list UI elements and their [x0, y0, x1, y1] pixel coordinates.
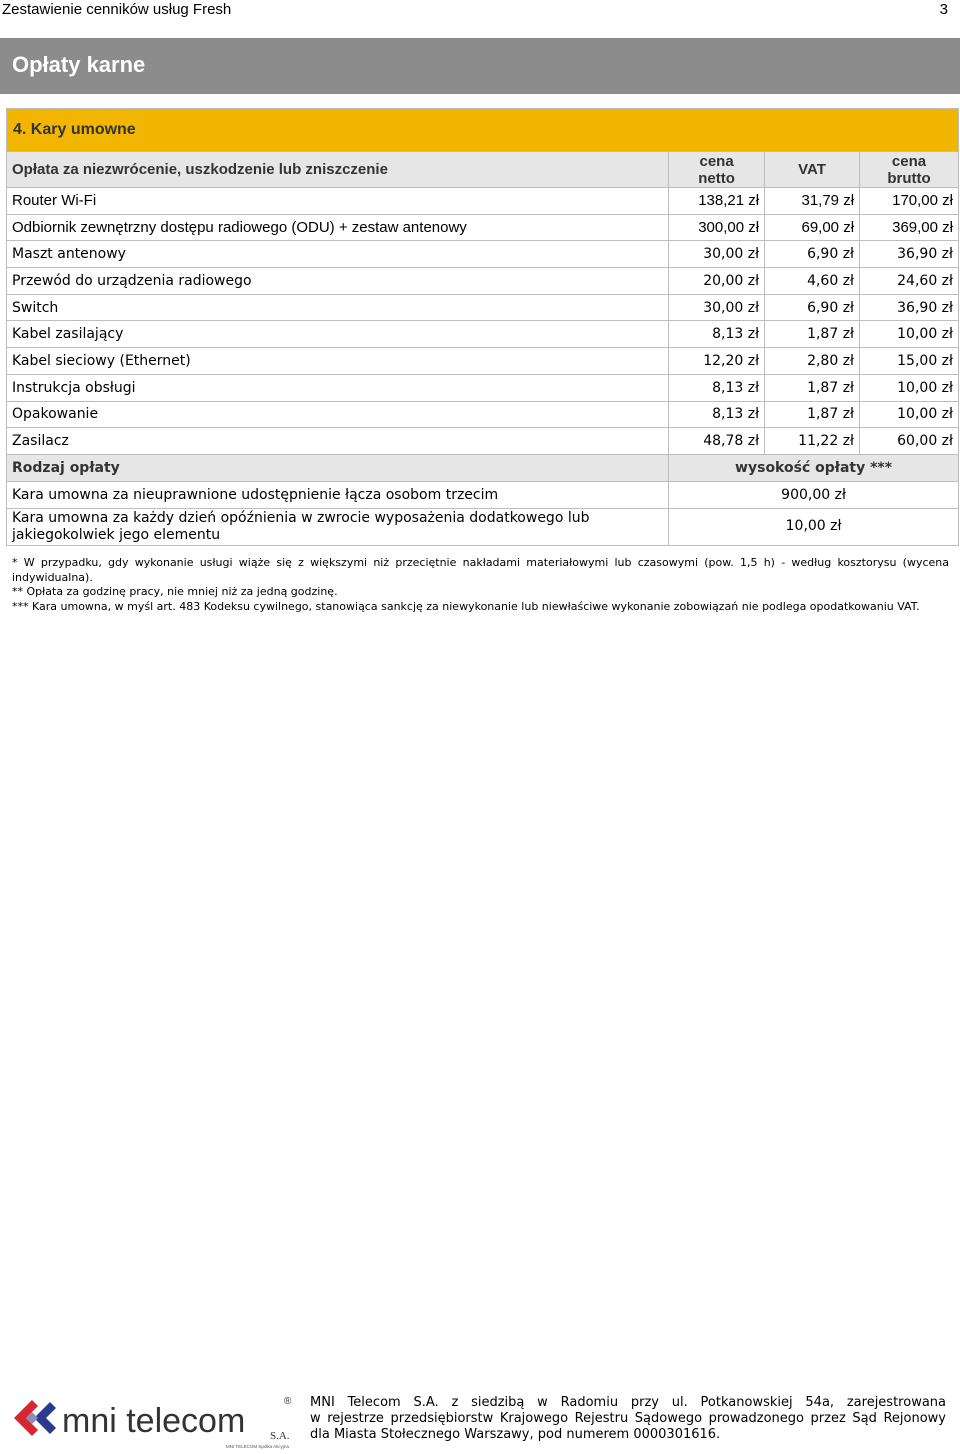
- fee-name: Kara umowna za nieuprawnione udostępnienie łącza osobom trzecim: [7, 481, 669, 508]
- item-vat: 6,90 zł: [765, 241, 860, 268]
- category-row: [7, 109, 959, 152]
- footnote: ** Opłata za godzinę pracy, nie mniej niż za jedną godzinę.: [12, 585, 338, 598]
- net-price-header: [669, 152, 765, 188]
- fee-amount-header: wysokość opłaty ***: [669, 454, 959, 481]
- item-name: Opakowanie: [7, 401, 669, 428]
- item-net: 48,78 zł: [669, 428, 765, 455]
- page-number: 3: [939, 1, 948, 18]
- item-vat: 1,87 zł: [765, 374, 860, 401]
- item-name: Kabel zasilający: [7, 321, 669, 348]
- logo-tagline: MNI TELECOM Spółka Akcyjna: [226, 1444, 289, 1449]
- table-row: [7, 214, 959, 241]
- table-header-row: [7, 152, 959, 188]
- company-footer: [310, 1395, 946, 1442]
- footer-line: MNI Telecom S.A. z siedzibą w Radomiu przy ul. Potkanowskiej 54a, zarejestrowana: [310, 1395, 946, 1410]
- fee-amount: 900,00 zł: [669, 481, 959, 508]
- table-row: [7, 401, 959, 428]
- footer-line: w rejestrze przedsiębiorstw Krajowego Rejestru Sądowego prowadzonego przez Sąd Rejonowy: [310, 1410, 946, 1426]
- item-name: Instrukcja obsługi: [7, 374, 669, 401]
- item-vat: 31,79 zł: [765, 188, 860, 215]
- item-gross: 15,00 zł: [860, 348, 959, 375]
- logo-mark-icon: [14, 1400, 56, 1436]
- item-net: 300,00 zł: [669, 214, 765, 241]
- fees-header-row: [7, 454, 959, 481]
- page-header: [0, 0, 960, 24]
- mni-telecom-logo: [12, 1392, 292, 1450]
- footnotes: [12, 556, 949, 614]
- item-vat: 11,22 zł: [765, 428, 860, 455]
- fee-type-header: Rodzaj opłaty: [7, 454, 669, 481]
- item-net: 20,00 zł: [669, 268, 765, 295]
- table-row: [7, 294, 959, 321]
- gross-price-header: [860, 152, 959, 188]
- item-net: 30,00 zł: [669, 294, 765, 321]
- section-banner: [0, 38, 960, 94]
- footnote: *** Kara umowna, w myśl art. 483 Kodeksu cywilnego, stanowiąca sankcję za niewykonanie lub niewłaściwe wykonanie zobowiązań nie podlega opodatkowaniu VAT.: [12, 599, 920, 613]
- table-row: [7, 188, 959, 215]
- table-row: [7, 428, 959, 455]
- item-vat: 1,87 zł: [765, 401, 860, 428]
- logo-text: mni telecom: [62, 1402, 246, 1440]
- item-net: 8,13 zł: [669, 401, 765, 428]
- item-vat: 1,87 zł: [765, 321, 860, 348]
- footnote: * W przypadku, gdy wykonanie usługi wiąże się z większymi niż przeciętnie nakładami materiałowymi lub czasowymi (pow. 1,5 h) - według kosztorysu (wycena indywidualna).: [12, 556, 949, 584]
- item-gross: 24,60 zł: [860, 268, 959, 295]
- item-column-header: Opłata za niezwrócenie, uszkodzenie lub zniszczenie: [7, 152, 669, 188]
- penalty-table: [6, 108, 959, 546]
- item-gross: 36,90 zł: [860, 241, 959, 268]
- item-vat: 2,80 zł: [765, 348, 860, 375]
- document-title: Zestawienie cenników usług Fresh: [2, 1, 232, 18]
- item-name: Switch: [7, 294, 669, 321]
- footer-line: dla Miasta Stołecznego Warszawy, pod numerem 0000301616.: [310, 1426, 721, 1442]
- item-vat: 69,00 zł: [765, 214, 860, 241]
- table-row: [7, 508, 959, 545]
- item-name: Odbiornik zewnętrzny dostępu radiowego (ODU) + zestaw antenowy: [7, 214, 669, 241]
- item-net: 12,20 zł: [669, 348, 765, 375]
- section-title: Opłaty karne: [12, 52, 146, 77]
- table-row: [7, 321, 959, 348]
- item-net: 8,13 zł: [669, 321, 765, 348]
- fee-amount: 10,00 zł: [669, 508, 959, 545]
- item-name: Maszt antenowy: [7, 241, 669, 268]
- net-header-line1: cena: [699, 152, 734, 170]
- item-gross: 10,00 zł: [860, 374, 959, 401]
- table-row: [7, 374, 959, 401]
- item-name: Router Wi-Fi: [7, 188, 669, 215]
- vat-header: VAT: [765, 152, 860, 188]
- table-row: [7, 481, 959, 508]
- item-vat: 6,90 zł: [765, 294, 860, 321]
- net-header-line2: netto: [698, 169, 735, 187]
- item-net: 138,21 zł: [669, 188, 765, 215]
- table-row: [7, 268, 959, 295]
- category-title: 4. Kary umowne: [7, 109, 959, 152]
- item-name: Kabel sieciowy (Ethernet): [7, 348, 669, 375]
- item-gross: 369,00 zł: [860, 214, 959, 241]
- gross-header-line1: cena: [891, 152, 927, 170]
- fee-name: Kara umowna za każdy dzień opóźnienia w zwrocie wyposażenia dodatkowego lub jakiegokolwiek jego elementu: [7, 508, 669, 545]
- item-gross: 10,00 zł: [860, 321, 959, 348]
- item-gross: 36,90 zł: [860, 294, 959, 321]
- item-name: Przewód do urządzenia radiowego: [7, 268, 669, 295]
- item-gross: 10,00 zł: [860, 401, 959, 428]
- table-row: [7, 241, 959, 268]
- item-net: 30,00 zł: [669, 241, 765, 268]
- item-net: 8,13 zł: [669, 374, 765, 401]
- item-vat: 4,60 zł: [765, 268, 860, 295]
- item-gross: 170,00 zł: [860, 188, 959, 215]
- registered-mark: ®: [284, 1396, 292, 1407]
- table-row: [7, 348, 959, 375]
- item-name: Zasilacz: [7, 428, 669, 455]
- logo-suffix: S.A.: [270, 1430, 290, 1442]
- item-gross: 60,00 zł: [860, 428, 959, 455]
- gross-header-line2: brutto: [887, 169, 931, 187]
